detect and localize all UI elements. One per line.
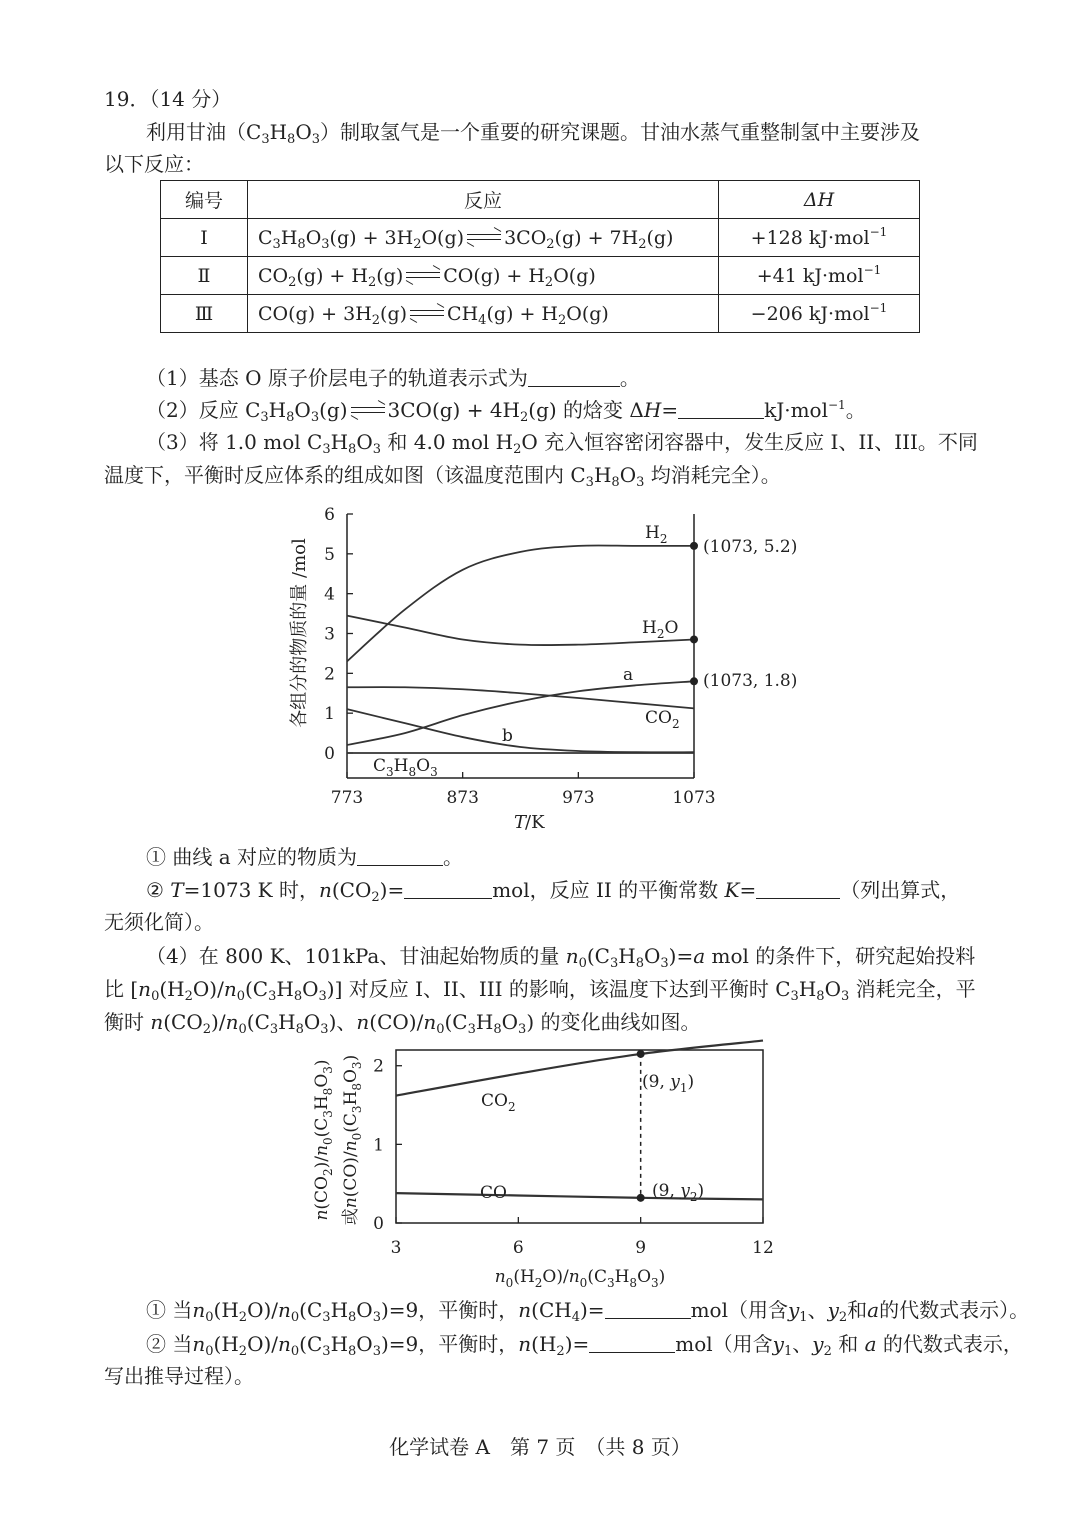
series-co2-line bbox=[396, 1041, 763, 1096]
q3-2-text: ② T=1073 K 时，$n(CO_2)=$ mol，反应 II 的平衡常数 K= （列出算式， bbox=[146, 878, 961, 905]
question-number: 19．（14 分） bbox=[104, 87, 232, 111]
label-co: CO bbox=[480, 1183, 507, 1203]
x-tick-label: 12 bbox=[752, 1238, 774, 1258]
q4-2-text-cont: 写出推导过程）。 bbox=[104, 1364, 254, 1388]
ylabel-line2 bbox=[341, 1055, 364, 1225]
header-id: 编号 bbox=[161, 181, 248, 219]
y-tick-label: 4 bbox=[324, 584, 335, 605]
row-id: Ⅲ bbox=[161, 295, 248, 333]
q3-2-text-cont: 无须化简）。 bbox=[104, 910, 214, 934]
q3-text-cont: 温度下，平衡时反应体系的组成如图（该温度范围内 $C_3H_8O_3$ 均消耗完全）。 bbox=[104, 463, 781, 490]
xlabel-unit: /K bbox=[525, 812, 545, 833]
row-dh: +41 kJ·mol$^{-1}$ bbox=[719, 257, 920, 295]
q3-1-text: ① 曲线 a 对应的物质为 。 bbox=[146, 845, 463, 869]
row-dh: +128 kJ·mol$^{-1}$ bbox=[719, 219, 920, 257]
x-tick-label: 973 bbox=[562, 788, 595, 808]
y-tick-label: 2 bbox=[373, 1056, 384, 1077]
y-tick-label: 0 bbox=[373, 1214, 384, 1234]
annotation-y1: (9, $y_1$) bbox=[642, 1072, 695, 1095]
series-co-line bbox=[396, 1193, 763, 1199]
x-tick-label: 1073 bbox=[672, 788, 716, 808]
header-dh: ΔH bbox=[719, 181, 920, 219]
annotation-h2: (1073, 5.2) bbox=[703, 537, 798, 557]
label-h2o: $H_2O$ bbox=[642, 618, 679, 641]
q2-text: （2）反应 $C_3H_8O_3(g)$ $3CO(g) + 4H_2(g)$ 的焓变 ΔH= kJ·mol$^{-1}$。 bbox=[146, 398, 866, 425]
annotation-a: (1073, 1.8) bbox=[703, 671, 798, 691]
q1-text: （1）基态 O 原子价层电子的轨道表示式为 。 bbox=[146, 366, 640, 390]
q4-text-cont2: 衡时 $n(CO_2)/n_0(C_3H_8O_3)$、$n(CO)/n_0(C_3H_8O_3)$ 的变化曲线如图。 bbox=[104, 1010, 701, 1037]
point-y1 bbox=[637, 1050, 645, 1058]
label-co2: $CO_2$ bbox=[645, 708, 680, 731]
ylabel-line1 bbox=[312, 1059, 335, 1220]
x-tick-label: 6 bbox=[512, 1238, 524, 1258]
row-id: Ⅱ bbox=[161, 257, 248, 295]
x-tick-label: 773 bbox=[330, 788, 364, 808]
q4-2-text: ② 当$n_0(H_2O)/n_0(C_3H_8O_3)=9$，平衡时，$n(H_2)= mol$（用含$y_1$、$y_2$ 和 a 的代数式表示， bbox=[146, 1332, 1023, 1359]
label-b: b bbox=[502, 726, 513, 746]
row-reaction: $CO_2(g) + H_2(g)$ $CO(g) + H_2O(g)$ bbox=[248, 257, 719, 295]
xlabel-T: T bbox=[514, 812, 527, 833]
answer-blank[interactable] bbox=[589, 1332, 675, 1353]
point-y2 bbox=[637, 1194, 645, 1202]
y-tick-label: 2 bbox=[324, 664, 335, 685]
y-tick-label: 5 bbox=[324, 544, 335, 565]
svg-text:n(CO2)/n0(C3H8O3): $n(CO_2)/n_0(C_3H_8O_3)$ bbox=[312, 1059, 335, 1221]
svg-text:或n(CO)/n0(C3H8O3): 或$n(CO)/n_0(C_3H_8O_3)$ bbox=[341, 1054, 364, 1226]
y-tick-label: 1 bbox=[373, 1135, 384, 1156]
label-c3h8o3: $C_3H_8O_3$ bbox=[373, 756, 438, 779]
y-tick-label: 1 bbox=[324, 704, 335, 725]
y-tick-label: 3 bbox=[324, 624, 335, 645]
label-co2: $CO_2$ bbox=[481, 1091, 516, 1114]
header-reaction: 反应 bbox=[248, 181, 719, 219]
ylabel: 各组分的物质的量 /mol bbox=[289, 538, 310, 728]
q4-text: （4）在 800 K、101kPa、甘油起始物质的量 $n_0(C_3H_8O_3)=a$ mol 的条件下，研究起始投料 bbox=[146, 944, 976, 971]
answer-blank[interactable] bbox=[605, 1298, 691, 1319]
label-a: a bbox=[623, 665, 634, 685]
x-tick-label: 873 bbox=[446, 788, 479, 808]
q4-1-text: ① 当$n_0(H_2O)/n_0(C_3H_8O_3)=9$，平衡时，$n(CH_4)= mol$（用含$y_1$、$y_2$和a的代数式表示）。 bbox=[146, 1298, 1030, 1325]
label-h2: $H_2$ bbox=[645, 523, 668, 546]
row-dh: −206 kJ·mol$^{-1}$ bbox=[719, 295, 920, 333]
q4-text-cont: 比 $[n_0(H_2O)/n_0(C_3H_8O_3)]$ 对反应 I、II、III 的影响，该温度下达到平衡时 $C_3H_8O_3$ 消耗完全，平 bbox=[104, 977, 976, 1004]
y-tick-label: 6 bbox=[324, 505, 335, 525]
page-footer: 化学试卷 A 第 7 页 （共 8 页） bbox=[389, 1435, 691, 1459]
xlabel: $n_0(H_2O)/n_0(C_3H_8O_3)$ bbox=[494, 1267, 666, 1290]
q3-text: （3）将 1.0 mol $C_3H_8O_3$ 和 4.0 mol $H_2O$ 充入恒容密闭容器中，发生反应 I、II、III。不同 bbox=[146, 430, 978, 457]
x-tick-label: 3 bbox=[390, 1238, 402, 1258]
annotation-y2: (9, $y_2$) bbox=[652, 1181, 705, 1204]
row-id: Ⅰ bbox=[161, 219, 248, 257]
question-intro: 利用甘油$(C_3H_8O_3)$制取氢气是一个重要的研究课题。甘油水蒸气重整制氢中主要涉及 bbox=[146, 120, 921, 147]
row-reaction: $C_3H_8O_3(g) + 3H_2O(g)$ $3CO_2(g) + 7H_2(g)$ bbox=[248, 219, 719, 257]
row-reaction: $CO(g) + 3H_2(g)$ $CH_4(g) + H_2O(g)$ bbox=[248, 295, 719, 333]
x-tick-label: 9 bbox=[635, 1238, 647, 1258]
question-intro-cont: 以下反应： bbox=[104, 152, 204, 176]
y-tick-label: 0 bbox=[324, 744, 335, 764]
